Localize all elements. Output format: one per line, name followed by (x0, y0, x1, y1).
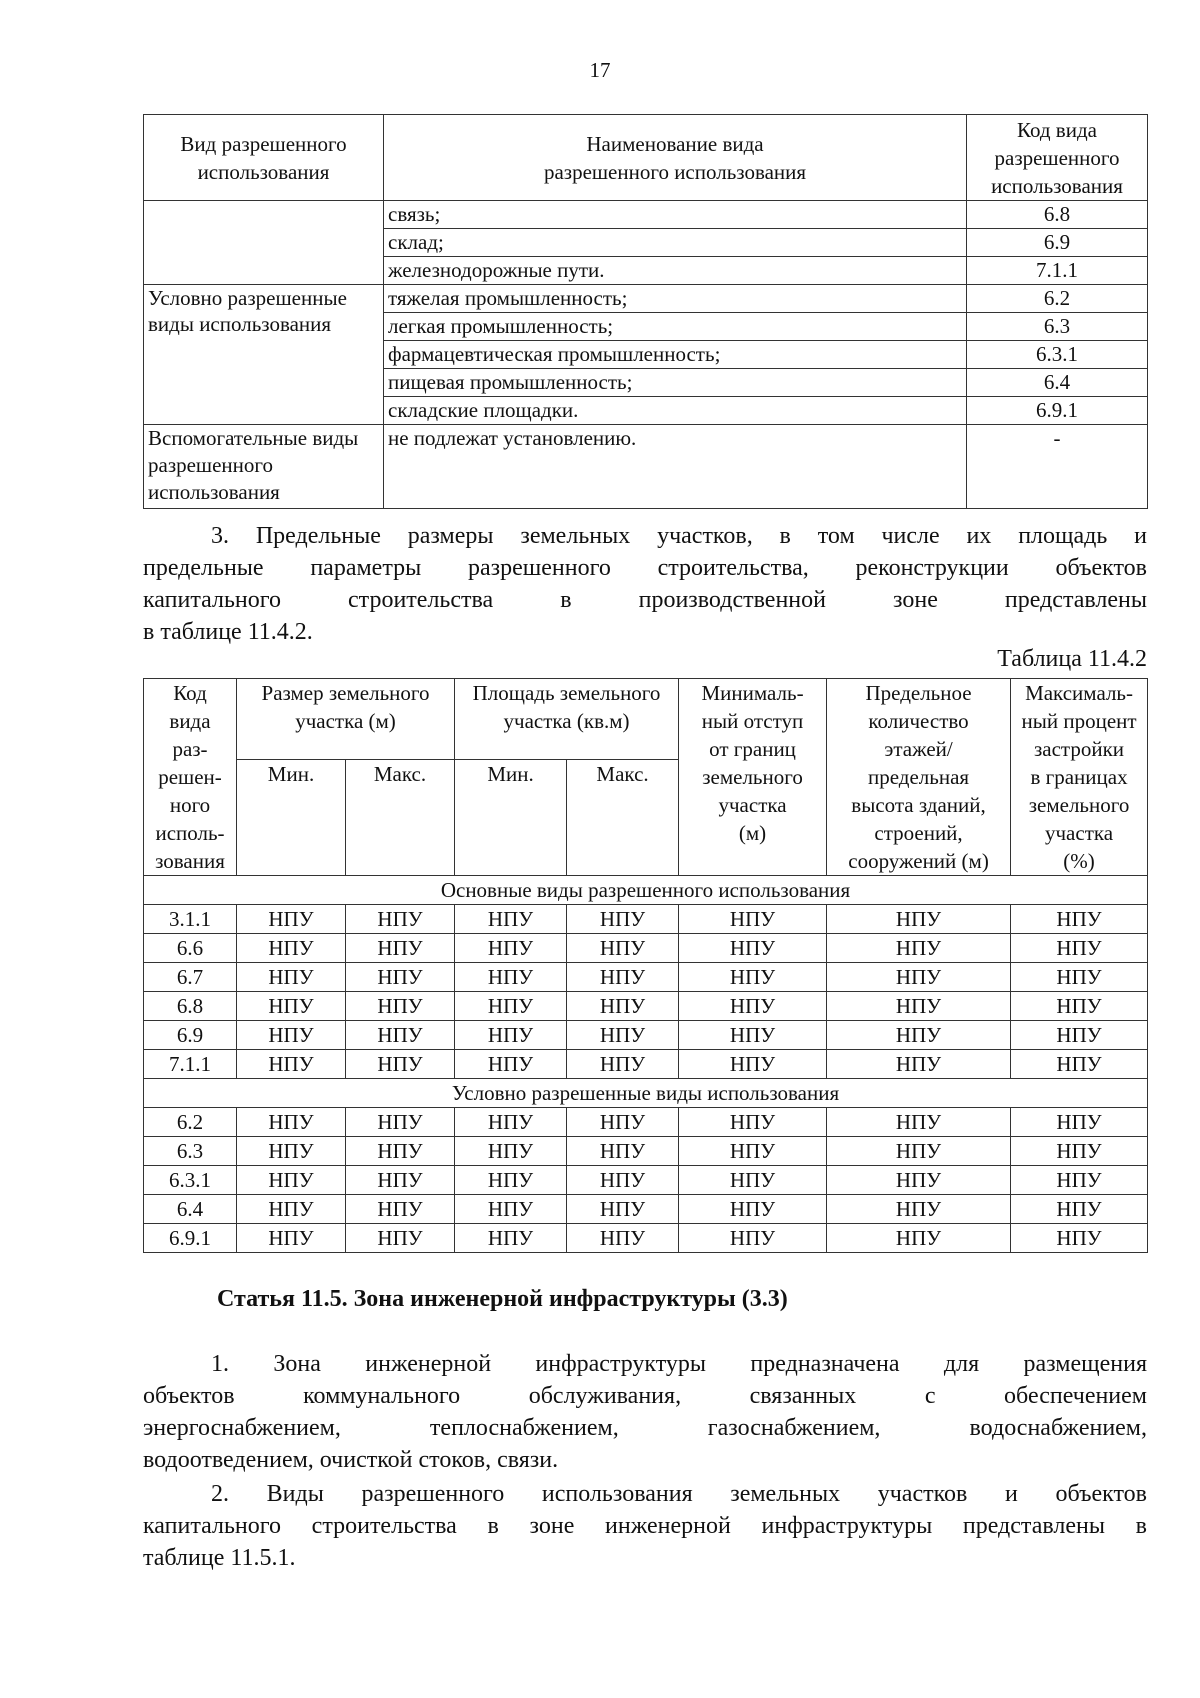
row-value: НПУ (346, 1166, 455, 1195)
row-value: НПУ (827, 1050, 1011, 1079)
table-row (144, 934, 1148, 963)
table-row (144, 1137, 1148, 1166)
header-min: Мин. (455, 760, 567, 876)
row-value: НПУ (827, 1224, 1011, 1253)
row-value: НПУ (827, 1137, 1011, 1166)
row-value: НПУ (346, 992, 455, 1021)
row-code: 6.9 (144, 1021, 237, 1050)
row-value: НПУ (827, 1166, 1011, 1195)
row-value: НПУ (346, 1108, 455, 1137)
row-value: НПУ (455, 1166, 567, 1195)
row-value: НПУ (827, 905, 1011, 934)
table-row (144, 905, 1148, 934)
row-code: 6.3.1 (144, 1166, 237, 1195)
table-row (144, 425, 1148, 509)
table-row (144, 1195, 1148, 1224)
row-value: НПУ (455, 905, 567, 934)
empty-group-cell (144, 201, 384, 285)
use-name: тяжелая промышленность; (384, 285, 967, 313)
row-code: 6.8 (144, 992, 237, 1021)
row-value: НПУ (567, 1195, 679, 1224)
row-value: НПУ (679, 1166, 827, 1195)
row-value: НПУ (567, 1224, 679, 1253)
row-value: НПУ (567, 992, 679, 1021)
row-value: НПУ (237, 963, 346, 992)
row-value: НПУ (237, 1021, 346, 1050)
paragraph-zone-2: 2. Виды разрешенного использования земельных участков и объектов капитального строительства в зоне инженерной инфраструктуры представлены в таблице 11.5.1. (143, 1481, 1147, 1571)
paragraph-zone-1: 1. Зона инженерной инфраструктуры предназначена для размещения объектов коммунального обслуживания, связанных с обеспечением энергоснабжением, теплоснабжением, газоснабжением, водоснабжением, водоотведением, очисткой стоков, связи. (143, 1351, 1147, 1473)
header-max: Макс. (346, 760, 455, 876)
row-code: 6.9.1 (144, 1224, 237, 1253)
table-row (144, 963, 1148, 992)
row-value: НПУ (346, 1021, 455, 1050)
header-use-type: Вид разрешенного использования (144, 115, 384, 201)
header-setback: Минималь- ный отступ от границ земельного участка (м) (679, 679, 827, 876)
row-code: 6.3 (144, 1137, 237, 1166)
row-value: НПУ (679, 934, 827, 963)
row-value: НПУ (567, 963, 679, 992)
header-code: Код вида раз- решен- ного исполь- зования (144, 679, 237, 876)
row-value: НПУ (455, 1224, 567, 1253)
table-row (144, 1050, 1148, 1079)
table-row (144, 285, 1148, 313)
row-value: НПУ (679, 1021, 827, 1050)
row-value: НПУ (1011, 1195, 1148, 1224)
row-code: 6.6 (144, 934, 237, 963)
parameters-table (143, 678, 1148, 1253)
row-value: НПУ (455, 934, 567, 963)
row-value: НПУ (679, 1050, 827, 1079)
row-value: НПУ (237, 1195, 346, 1224)
header-floors: Предельное количество этажей/ предельная высота зданий, строений, сооружений (м) (827, 679, 1011, 876)
use-code: 6.9 (967, 229, 1148, 257)
row-value: НПУ (679, 905, 827, 934)
row-value: НПУ (827, 1108, 1011, 1137)
row-value: НПУ (1011, 992, 1148, 1021)
table-row (144, 1224, 1148, 1253)
header-coverage: Максималь- ный процент застройки в границах земельного участка (%) (1011, 679, 1148, 876)
row-value: НПУ (1011, 1108, 1148, 1137)
use-name: не подлежат установлению. (384, 425, 967, 509)
row-value: НПУ (679, 1224, 827, 1253)
use-name: железнодорожные пути. (384, 257, 967, 285)
row-value: НПУ (346, 1137, 455, 1166)
row-code: 6.2 (144, 1108, 237, 1137)
row-value: НПУ (567, 905, 679, 934)
row-code: 3.1.1 (144, 905, 237, 934)
use-name: склад; (384, 229, 967, 257)
row-value: НПУ (346, 1195, 455, 1224)
row-value: НПУ (679, 963, 827, 992)
row-value: НПУ (1011, 1021, 1148, 1050)
conditional-group-cell: Условно разрешенные виды использования (144, 285, 384, 425)
row-value: НПУ (679, 992, 827, 1021)
use-code: 7.1.1 (967, 257, 1148, 285)
section-row (144, 1079, 1148, 1108)
row-code: 6.4 (144, 1195, 237, 1224)
row-value: НПУ (679, 1108, 827, 1137)
table-row (144, 1021, 1148, 1050)
row-value: НПУ (237, 1166, 346, 1195)
row-value: НПУ (455, 992, 567, 1021)
row-value: НПУ (455, 1108, 567, 1137)
use-code: 6.9.1 (967, 397, 1148, 425)
row-value: НПУ (455, 1137, 567, 1166)
paragraph-3: 3. Предельные размеры земельных участков, в том числе их площадь и предельные параметры разрешенного строительства, реконструкции объектов капитального строительства в производственной зоне представлены в таблице 11.4.2. (143, 523, 1147, 645)
row-value: НПУ (237, 1137, 346, 1166)
conditional-rows (144, 1108, 1148, 1253)
article-heading: Статья 11.5. Зона инженерной инфраструктуры (3.3) (217, 1286, 788, 1312)
header-min: Мин. (237, 760, 346, 876)
row-value: НПУ (346, 905, 455, 934)
use-code: 6.4 (967, 369, 1148, 397)
row-value: НПУ (567, 934, 679, 963)
row-value: НПУ (455, 1195, 567, 1224)
row-value: НПУ (1011, 963, 1148, 992)
row-value: НПУ (567, 1166, 679, 1195)
table-row (144, 201, 1148, 229)
header-plot-area: Площадь земельного участка (кв.м) (455, 679, 679, 760)
use-code: 6.2 (967, 285, 1148, 313)
use-code: 6.3.1 (967, 341, 1148, 369)
row-value: НПУ (1011, 1137, 1148, 1166)
row-code: 7.1.1 (144, 1050, 237, 1079)
row-value: НПУ (567, 1108, 679, 1137)
row-value: НПУ (827, 963, 1011, 992)
use-name: складские площадки. (384, 397, 967, 425)
auxiliary-group-cell: Вспомогательные виды разрешенного использования (144, 425, 384, 509)
use-name: легкая промышленность; (384, 313, 967, 341)
row-value: НПУ (567, 1021, 679, 1050)
table-header-row (144, 679, 1148, 760)
row-value: НПУ (346, 1224, 455, 1253)
row-value: НПУ (827, 1195, 1011, 1224)
row-value: НПУ (455, 1021, 567, 1050)
row-value: НПУ (346, 963, 455, 992)
row-value: НПУ (1011, 934, 1148, 963)
table-row (144, 992, 1148, 1021)
row-value: НПУ (455, 1050, 567, 1079)
section-row (144, 876, 1148, 905)
row-value: НПУ (237, 1108, 346, 1137)
use-code: 6.8 (967, 201, 1148, 229)
row-code: 6.7 (144, 963, 237, 992)
section-conditional: Условно разрешенные виды использования (144, 1079, 1148, 1108)
header-max: Макс. (567, 760, 679, 876)
row-value: НПУ (827, 992, 1011, 1021)
use-code: 6.3 (967, 313, 1148, 341)
row-value: НПУ (455, 963, 567, 992)
row-value: НПУ (1011, 1166, 1148, 1195)
page-number: 17 (589, 58, 611, 82)
table-caption: Таблица 11.4.2 (997, 646, 1147, 672)
row-value: НПУ (567, 1137, 679, 1166)
header-use-code: Код вида разрешенного использования (967, 115, 1148, 201)
use-name: пищевая промышленность; (384, 369, 967, 397)
main-rows (144, 905, 1148, 1079)
section-main: Основные виды разрешенного использования (144, 876, 1148, 905)
use-name: фармацевтическая промышленность; (384, 341, 967, 369)
row-value: НПУ (237, 905, 346, 934)
row-value: НПУ (567, 1050, 679, 1079)
row-value: НПУ (827, 1021, 1011, 1050)
row-value: НПУ (1011, 905, 1148, 934)
table-header-row (144, 115, 1148, 201)
table-row (144, 1108, 1148, 1137)
use-name: связь; (384, 201, 967, 229)
row-value: НПУ (237, 992, 346, 1021)
row-value: НПУ (346, 1050, 455, 1079)
permitted-use-table (143, 114, 1148, 509)
row-value: НПУ (237, 1050, 346, 1079)
row-value: НПУ (827, 934, 1011, 963)
header-plot-size: Размер земельного участка (м) (237, 679, 455, 760)
row-value: НПУ (1011, 1050, 1148, 1079)
row-value: НПУ (1011, 1224, 1148, 1253)
row-value: НПУ (237, 1224, 346, 1253)
table-row (144, 1166, 1148, 1195)
use-code: - (967, 425, 1148, 509)
row-value: НПУ (679, 1137, 827, 1166)
row-value: НПУ (346, 934, 455, 963)
header-use-name: Наименование вида разрешенного использования (384, 115, 967, 201)
row-value: НПУ (679, 1195, 827, 1224)
row-value: НПУ (237, 934, 346, 963)
